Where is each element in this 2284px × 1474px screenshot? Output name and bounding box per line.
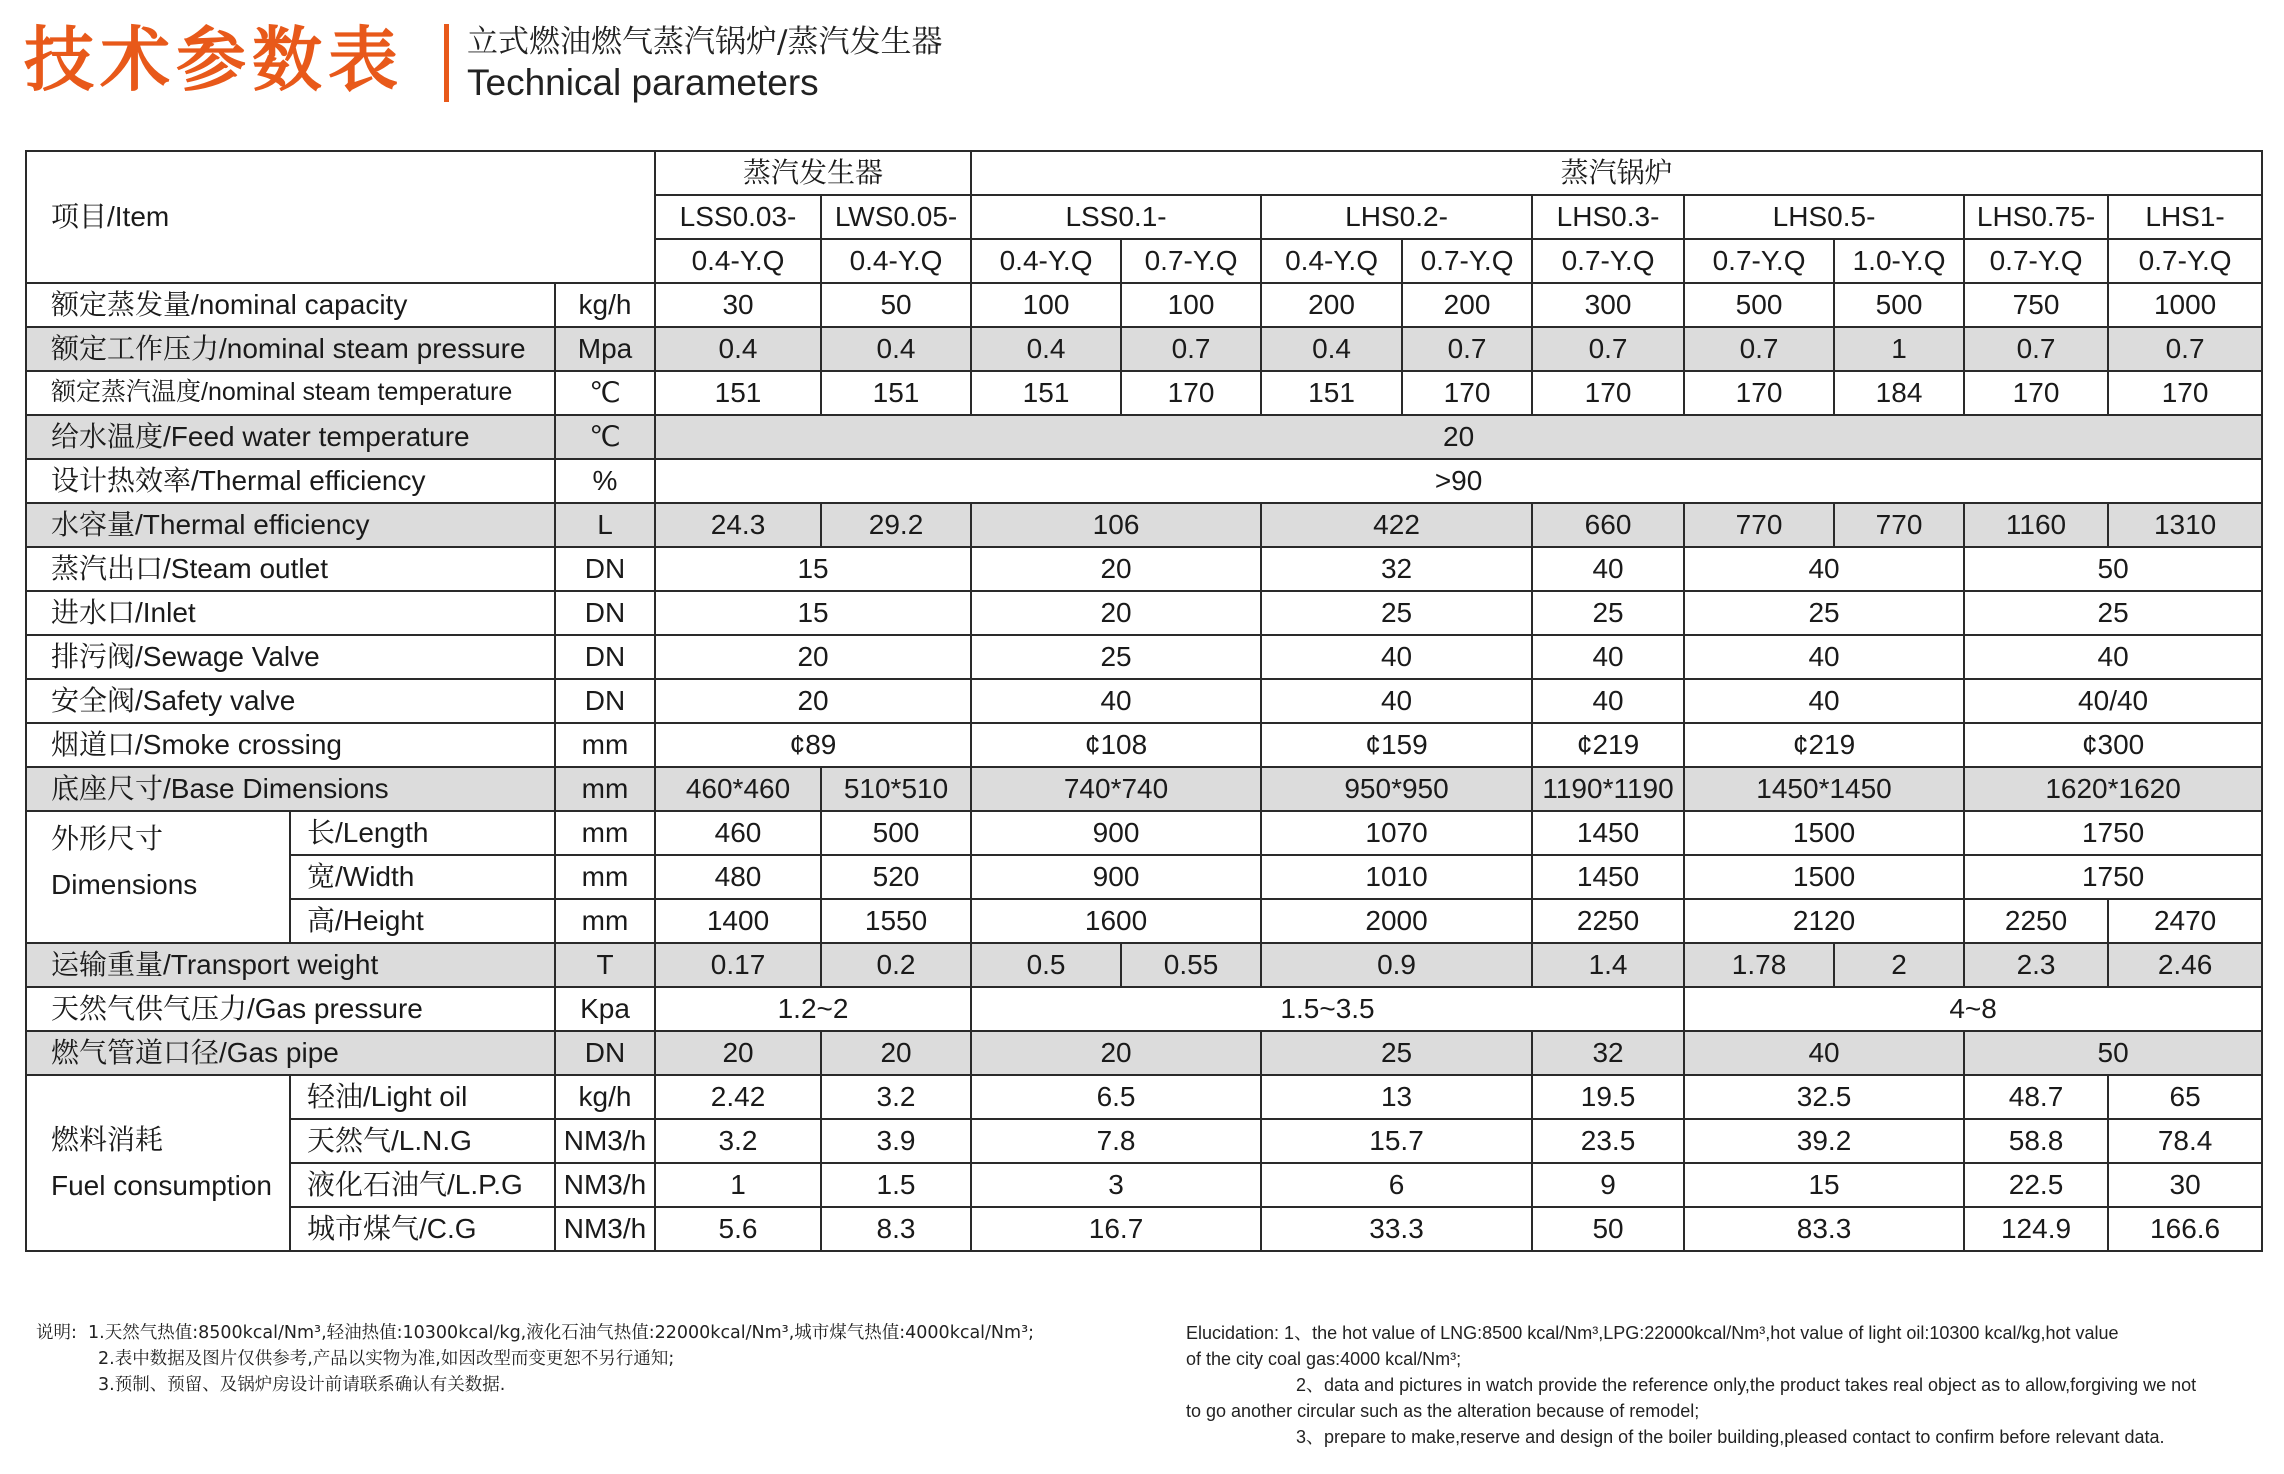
value-cell: 0.7 bbox=[1402, 327, 1532, 371]
value-cell: 20 bbox=[655, 679, 971, 723]
value-cell: 24.3 bbox=[655, 503, 821, 547]
notes-english bbox=[1186, 1320, 2262, 1450]
unit-cell: kg/h bbox=[555, 1075, 655, 1119]
row-label: 蒸汽出口/Steam outlet bbox=[26, 547, 555, 591]
unit-cell: kg/h bbox=[555, 283, 655, 327]
unit-cell: T bbox=[555, 943, 655, 987]
unit-cell: DN bbox=[555, 591, 655, 635]
value-cell: 1600 bbox=[971, 899, 1261, 943]
unit-cell: DN bbox=[555, 679, 655, 723]
value-cell: 15.7 bbox=[1261, 1119, 1532, 1163]
value-cell: 40 bbox=[1532, 547, 1684, 591]
value-cell: 124.9 bbox=[1964, 1207, 2108, 1251]
value-cell: 1.4 bbox=[1532, 943, 1684, 987]
model-cell: LSS0.03- bbox=[655, 195, 821, 239]
value-cell: 15 bbox=[655, 547, 971, 591]
value-cell: 460 bbox=[655, 811, 821, 855]
table-row-steam-outlet bbox=[26, 547, 2262, 591]
value-cell: 106 bbox=[971, 503, 1261, 547]
value-cell: 200 bbox=[1261, 283, 1402, 327]
value-cell: 25 bbox=[971, 635, 1261, 679]
value-cell: 1500 bbox=[1684, 855, 1964, 899]
value-cell: ¢89 bbox=[655, 723, 971, 767]
note-line: 2.表中数据及图片仅供参考,产品以实物为准,如因改型而变更恕不另行通知; bbox=[98, 1349, 675, 1369]
value-cell: 950*950 bbox=[1261, 767, 1532, 811]
value-cell: 520 bbox=[821, 855, 971, 899]
value-cell: 48.7 bbox=[1964, 1075, 2108, 1119]
value-cell: 29.2 bbox=[821, 503, 971, 547]
subtitle-english: Technical parameters bbox=[467, 62, 819, 103]
table-row-safety bbox=[26, 679, 2262, 723]
value-cell: 2.46 bbox=[2108, 943, 2262, 987]
value-cell: 25 bbox=[1684, 591, 1964, 635]
value-cell: ¢108 bbox=[971, 723, 1261, 767]
value-cell: 0.4 bbox=[971, 327, 1121, 371]
value-cell: 151 bbox=[821, 371, 971, 415]
table-row-pressure bbox=[26, 327, 2262, 371]
value-cell: 2120 bbox=[1684, 899, 1964, 943]
value-cell: 40 bbox=[1684, 635, 1964, 679]
table-row-water-capacity bbox=[26, 503, 2262, 547]
value-cell: >90 bbox=[655, 459, 2262, 503]
value-cell: 6.5 bbox=[971, 1075, 1261, 1119]
value-cell: 32 bbox=[1261, 547, 1532, 591]
model-cell: LHS0.5- bbox=[1684, 195, 1964, 239]
row-label: 进水口/Inlet bbox=[26, 591, 555, 635]
value-cell: 0.17 bbox=[655, 943, 821, 987]
table-row-width bbox=[26, 855, 2262, 899]
value-cell: 20 bbox=[655, 415, 2262, 459]
value-cell: 30 bbox=[655, 283, 821, 327]
value-cell: 0.4 bbox=[1261, 327, 1402, 371]
value-cell: 151 bbox=[655, 371, 821, 415]
row-label: 额定蒸汽温度/nominal steam temperature bbox=[26, 371, 555, 415]
model-cell: LWS0.05- bbox=[821, 195, 971, 239]
value-cell: 1190*1190 bbox=[1532, 767, 1684, 811]
value-cell: 25 bbox=[1964, 591, 2262, 635]
value-cell: 40 bbox=[1532, 679, 1684, 723]
unit-cell: % bbox=[555, 459, 655, 503]
note-line: 3、prepare to make,reserve and design of the boiler building,pleased contact to confirm before relevant data. bbox=[1296, 1427, 2165, 1447]
unit-cell: DN bbox=[555, 1031, 655, 1075]
value-cell: 40/40 bbox=[1964, 679, 2262, 723]
unit-cell: NM3/h bbox=[555, 1163, 655, 1207]
value-cell: 6 bbox=[1261, 1163, 1532, 1207]
unit-cell: mm bbox=[555, 767, 655, 811]
value-cell: 151 bbox=[971, 371, 1121, 415]
parameters-table bbox=[25, 150, 2263, 1252]
page-title: 技术参数表 bbox=[24, 19, 404, 101]
value-cell: 1.78 bbox=[1684, 943, 1834, 987]
value-cell: 2470 bbox=[2108, 899, 2262, 943]
value-cell: 500 bbox=[1684, 283, 1834, 327]
table-row-lng bbox=[26, 1119, 2262, 1163]
value-cell: 1750 bbox=[1964, 811, 2262, 855]
value-cell: 100 bbox=[971, 283, 1121, 327]
value-cell: 20 bbox=[655, 1031, 821, 1075]
value-cell: 100 bbox=[1121, 283, 1261, 327]
value-cell: 2 bbox=[1834, 943, 1964, 987]
value-cell: 900 bbox=[971, 855, 1261, 899]
value-cell: 22.5 bbox=[1964, 1163, 2108, 1207]
row-label: 天然气供气压力/Gas pressure bbox=[26, 987, 555, 1031]
row-label: 液化石油气/L.P.G bbox=[290, 1163, 555, 1207]
value-cell: 20 bbox=[971, 547, 1261, 591]
row-label: 轻油/Light oil bbox=[290, 1075, 555, 1119]
unit-cell: NM3/h bbox=[555, 1119, 655, 1163]
table-row-capacity bbox=[26, 283, 2262, 327]
value-cell: 40 bbox=[1964, 635, 2262, 679]
value-cell: 1070 bbox=[1261, 811, 1532, 855]
value-cell: 13 bbox=[1261, 1075, 1532, 1119]
value-cell: 0.7 bbox=[1121, 327, 1261, 371]
value-cell: 3.2 bbox=[655, 1119, 821, 1163]
value-cell: 0.5 bbox=[971, 943, 1121, 987]
note-line: 2、data and pictures in watch provide the reference only,the product takes real object as to allow,forgiving we not bbox=[1296, 1375, 2197, 1395]
notes-chinese bbox=[36, 1320, 1156, 1398]
value-cell: 480 bbox=[655, 855, 821, 899]
table-row-feed-water bbox=[26, 415, 2262, 459]
row-label: 额定蒸发量/nominal capacity bbox=[26, 283, 555, 327]
value-cell: 25 bbox=[1261, 591, 1532, 635]
value-cell: 32.5 bbox=[1684, 1075, 1964, 1119]
value-cell: 3.9 bbox=[821, 1119, 971, 1163]
unit-cell: mm bbox=[555, 855, 655, 899]
unit-cell: DN bbox=[555, 547, 655, 591]
value-cell: 0.7 bbox=[1964, 327, 2108, 371]
value-cell: 170 bbox=[1684, 371, 1834, 415]
value-cell: 1450 bbox=[1532, 811, 1684, 855]
fuel-label-en: Fuel consumption bbox=[51, 1170, 273, 1201]
value-cell: 2250 bbox=[1532, 899, 1684, 943]
value-cell: 1310 bbox=[2108, 503, 2262, 547]
value-cell: 9 bbox=[1532, 1163, 1684, 1207]
row-label: 天然气/L.N.G bbox=[290, 1119, 555, 1163]
value-cell: 40 bbox=[1684, 679, 1964, 723]
value-cell: 2.3 bbox=[1964, 943, 2108, 987]
dimensions-label-en: Dimensions bbox=[51, 869, 198, 900]
value-cell: 170 bbox=[1402, 371, 1532, 415]
submodel-cell: 0.7-Y.Q bbox=[2108, 239, 2262, 283]
row-label: 高/Height bbox=[290, 899, 555, 943]
item-header: 项目/Item bbox=[26, 151, 655, 283]
model-cell: LHS0.3- bbox=[1532, 195, 1684, 239]
value-cell: 184 bbox=[1834, 371, 1964, 415]
model-cell: LHS1- bbox=[2108, 195, 2262, 239]
value-cell: 0.7 bbox=[1684, 327, 1834, 371]
value-cell: 1450 bbox=[1532, 855, 1684, 899]
table-row-light-oil bbox=[26, 1075, 2262, 1119]
value-cell: 740*740 bbox=[971, 767, 1261, 811]
note-line bbox=[36, 1320, 1156, 1346]
table-row-sewage bbox=[26, 635, 2262, 679]
submodel-cell: 0.7-Y.Q bbox=[1402, 239, 1532, 283]
unit-cell: L bbox=[555, 503, 655, 547]
unit-cell: NM3/h bbox=[555, 1207, 655, 1251]
value-cell: ¢219 bbox=[1532, 723, 1684, 767]
fuel-group-label bbox=[26, 1075, 290, 1251]
value-cell: 32 bbox=[1532, 1031, 1684, 1075]
value-cell: 2250 bbox=[1964, 899, 2108, 943]
value-cell: 50 bbox=[1532, 1207, 1684, 1251]
submodel-cell: 0.4-Y.Q bbox=[821, 239, 971, 283]
row-label: 设计热效率/Thermal efficiency bbox=[26, 459, 555, 503]
value-cell: 750 bbox=[1964, 283, 2108, 327]
value-cell: 40 bbox=[1532, 635, 1684, 679]
value-cell: 170 bbox=[1964, 371, 2108, 415]
value-cell: 20 bbox=[821, 1031, 971, 1075]
value-cell: 65 bbox=[2108, 1075, 2262, 1119]
row-label: 额定工作压力/nominal steam pressure bbox=[26, 327, 555, 371]
note-line: of the city coal gas:4000 kcal/Nm³; bbox=[1186, 1349, 1462, 1369]
value-cell: 0.9 bbox=[1261, 943, 1532, 987]
value-cell: 0.7 bbox=[1532, 327, 1684, 371]
value-cell: 1400 bbox=[655, 899, 821, 943]
row-label: 排污阀/Sewage Valve bbox=[26, 635, 555, 679]
value-cell: 170 bbox=[1532, 371, 1684, 415]
value-cell: 8.3 bbox=[821, 1207, 971, 1251]
title-divider bbox=[444, 24, 449, 102]
value-cell: 25 bbox=[1261, 1031, 1532, 1075]
value-cell: 1000 bbox=[2108, 283, 2262, 327]
value-cell: 15 bbox=[655, 591, 971, 635]
unit-cell: mm bbox=[555, 811, 655, 855]
value-cell: ¢159 bbox=[1261, 723, 1532, 767]
submodel-cell: 0.7-Y.Q bbox=[1121, 239, 1261, 283]
value-cell: 0.2 bbox=[821, 943, 971, 987]
value-cell: 40 bbox=[971, 679, 1261, 723]
dimensions-group-label bbox=[26, 811, 290, 943]
submodel-cell: 0.4-Y.Q bbox=[655, 239, 821, 283]
value-cell: 78.4 bbox=[2108, 1119, 2262, 1163]
unit-cell: ℃ bbox=[555, 415, 655, 459]
value-cell: 1.2~2 bbox=[655, 987, 971, 1031]
table-row-smoke bbox=[26, 723, 2262, 767]
row-label: 长/Length bbox=[290, 811, 555, 855]
value-cell: 16.7 bbox=[971, 1207, 1261, 1251]
value-cell: 1550 bbox=[821, 899, 971, 943]
value-cell: 500 bbox=[821, 811, 971, 855]
value-cell: 83.3 bbox=[1684, 1207, 1964, 1251]
submodel-cell: 0.4-Y.Q bbox=[1261, 239, 1402, 283]
value-cell: 7.8 bbox=[971, 1119, 1261, 1163]
table-row-temperature bbox=[26, 371, 2262, 415]
value-cell: 1010 bbox=[1261, 855, 1532, 899]
table-row-transport bbox=[26, 943, 2262, 987]
value-cell: 58.8 bbox=[1964, 1119, 2108, 1163]
value-cell: 500 bbox=[1834, 283, 1964, 327]
row-label: 运输重量/Transport weight bbox=[26, 943, 555, 987]
table-row-height bbox=[26, 899, 2262, 943]
value-cell: 170 bbox=[1121, 371, 1261, 415]
value-cell: 40 bbox=[1684, 1031, 1964, 1075]
value-cell: 23.5 bbox=[1532, 1119, 1684, 1163]
value-cell: 33.3 bbox=[1261, 1207, 1532, 1251]
unit-cell: Mpa bbox=[555, 327, 655, 371]
group-steam-generator: 蒸汽发生器 bbox=[655, 151, 971, 195]
value-cell: 300 bbox=[1532, 283, 1684, 327]
value-cell: 0.7 bbox=[2108, 327, 2262, 371]
value-cell: 166.6 bbox=[2108, 1207, 2262, 1251]
value-cell: 20 bbox=[971, 591, 1261, 635]
row-label: 燃气管道口径/Gas pipe bbox=[26, 1031, 555, 1075]
row-label: 烟道口/Smoke crossing bbox=[26, 723, 555, 767]
row-label: 水容量/Thermal efficiency bbox=[26, 503, 555, 547]
unit-cell: mm bbox=[555, 899, 655, 943]
value-cell: 3 bbox=[971, 1163, 1261, 1207]
value-cell: 510*510 bbox=[821, 767, 971, 811]
value-cell: 460*460 bbox=[655, 767, 821, 811]
value-cell: 2000 bbox=[1261, 899, 1532, 943]
model-cell: LSS0.1- bbox=[971, 195, 1261, 239]
submodel-cell: 0.7-Y.Q bbox=[1532, 239, 1684, 283]
value-cell: 3.2 bbox=[821, 1075, 971, 1119]
table-header-row bbox=[26, 151, 2262, 195]
note-line: to go another circular such as the alteration because of remodel; bbox=[1186, 1401, 1700, 1421]
group-steam-boiler: 蒸汽锅炉 bbox=[971, 151, 2262, 195]
value-cell: 1.5 bbox=[821, 1163, 971, 1207]
table-row-efficiency bbox=[26, 459, 2262, 503]
value-cell: 5.6 bbox=[655, 1207, 821, 1251]
table-row-length bbox=[26, 811, 2262, 855]
value-cell: 0.55 bbox=[1121, 943, 1261, 987]
row-label: 城市煤气/C.G bbox=[290, 1207, 555, 1251]
unit-cell: Kpa bbox=[555, 987, 655, 1031]
value-cell: 770 bbox=[1834, 503, 1964, 547]
value-cell: 20 bbox=[971, 1031, 1261, 1075]
value-cell: 25 bbox=[1532, 591, 1684, 635]
value-cell: 20 bbox=[655, 635, 971, 679]
value-cell: 2.42 bbox=[655, 1075, 821, 1119]
table-row-gas-pipe bbox=[26, 1031, 2262, 1075]
note-text: 1.天然气热值:8500kcal/Nm³,轻油热值:10300kcal/kg,液化石油气热值:22000kcal/Nm³,城市煤气热值:4000kcal/Nm³; bbox=[88, 1323, 1034, 1343]
notes-prefix: 说明: bbox=[36, 1323, 77, 1343]
submodel-cell: 1.0-Y.Q bbox=[1834, 239, 1964, 283]
table-row-inlet bbox=[26, 591, 2262, 635]
model-cell: LHS0.2- bbox=[1261, 195, 1532, 239]
value-cell: 151 bbox=[1261, 371, 1402, 415]
value-cell: 19.5 bbox=[1532, 1075, 1684, 1119]
value-cell: 900 bbox=[971, 811, 1261, 855]
value-cell: 15 bbox=[1684, 1163, 1964, 1207]
value-cell: 50 bbox=[1964, 547, 2262, 591]
value-cell: 0.4 bbox=[821, 327, 971, 371]
value-cell: 1160 bbox=[1964, 503, 2108, 547]
row-label: 底座尺寸/Base Dimensions bbox=[26, 767, 555, 811]
submodel-cell: 0.4-Y.Q bbox=[971, 239, 1121, 283]
fuel-label-cn: 燃料消耗 bbox=[51, 1124, 164, 1155]
unit-cell: ℃ bbox=[555, 371, 655, 415]
unit-cell: mm bbox=[555, 723, 655, 767]
value-cell: 200 bbox=[1402, 283, 1532, 327]
table-row-lpg bbox=[26, 1163, 2262, 1207]
page-header bbox=[24, 19, 1124, 103]
submodel-cell: 0.7-Y.Q bbox=[1684, 239, 1834, 283]
row-label: 安全阀/Safety valve bbox=[26, 679, 555, 723]
value-cell: 422 bbox=[1261, 503, 1532, 547]
value-cell: 4~8 bbox=[1684, 987, 2262, 1031]
value-cell: 1620*1620 bbox=[1964, 767, 2262, 811]
value-cell: 1 bbox=[1834, 327, 1964, 371]
value-cell: 39.2 bbox=[1684, 1119, 1964, 1163]
table-row-gas-pressure bbox=[26, 987, 2262, 1031]
value-cell: 1 bbox=[655, 1163, 821, 1207]
value-cell: 660 bbox=[1532, 503, 1684, 547]
value-cell: 30 bbox=[2108, 1163, 2262, 1207]
submodel-cell: 0.7-Y.Q bbox=[1964, 239, 2108, 283]
unit-cell: DN bbox=[555, 635, 655, 679]
value-cell: 50 bbox=[1964, 1031, 2262, 1075]
dimensions-label-cn: 外形尺寸 bbox=[51, 823, 164, 854]
value-cell: ¢219 bbox=[1684, 723, 1964, 767]
value-cell: 1750 bbox=[1964, 855, 2262, 899]
value-cell: 50 bbox=[821, 283, 971, 327]
value-cell: 1500 bbox=[1684, 811, 1964, 855]
value-cell: 40 bbox=[1261, 635, 1532, 679]
value-cell: 1450*1450 bbox=[1684, 767, 1964, 811]
row-label: 给水温度/Feed water temperature bbox=[26, 415, 555, 459]
value-cell: 170 bbox=[2108, 371, 2262, 415]
table-row-base bbox=[26, 767, 2262, 811]
value-cell: ¢300 bbox=[1964, 723, 2262, 767]
row-label: 宽/Width bbox=[290, 855, 555, 899]
value-cell: 0.4 bbox=[655, 327, 821, 371]
note-line: 3.预制、预留、及锅炉房设计前请联系确认有关数据. bbox=[98, 1375, 506, 1395]
value-cell: 1.5~3.5 bbox=[971, 987, 1684, 1031]
table-row-cg bbox=[26, 1207, 2262, 1251]
value-cell: 40 bbox=[1684, 547, 1964, 591]
note-line: Elucidation: 1、the hot value of LNG:8500 kcal/Nm³,LPG:22000kcal/Nm³,hot value of light oil:10300 kcal/kg,hot value bbox=[1186, 1323, 2119, 1343]
model-cell: LHS0.75- bbox=[1964, 195, 2108, 239]
value-cell: 770 bbox=[1684, 503, 1834, 547]
subtitle-chinese: 立式燃油燃气蒸汽锅炉/蒸汽发生器 bbox=[467, 24, 943, 60]
value-cell: 40 bbox=[1261, 679, 1532, 723]
